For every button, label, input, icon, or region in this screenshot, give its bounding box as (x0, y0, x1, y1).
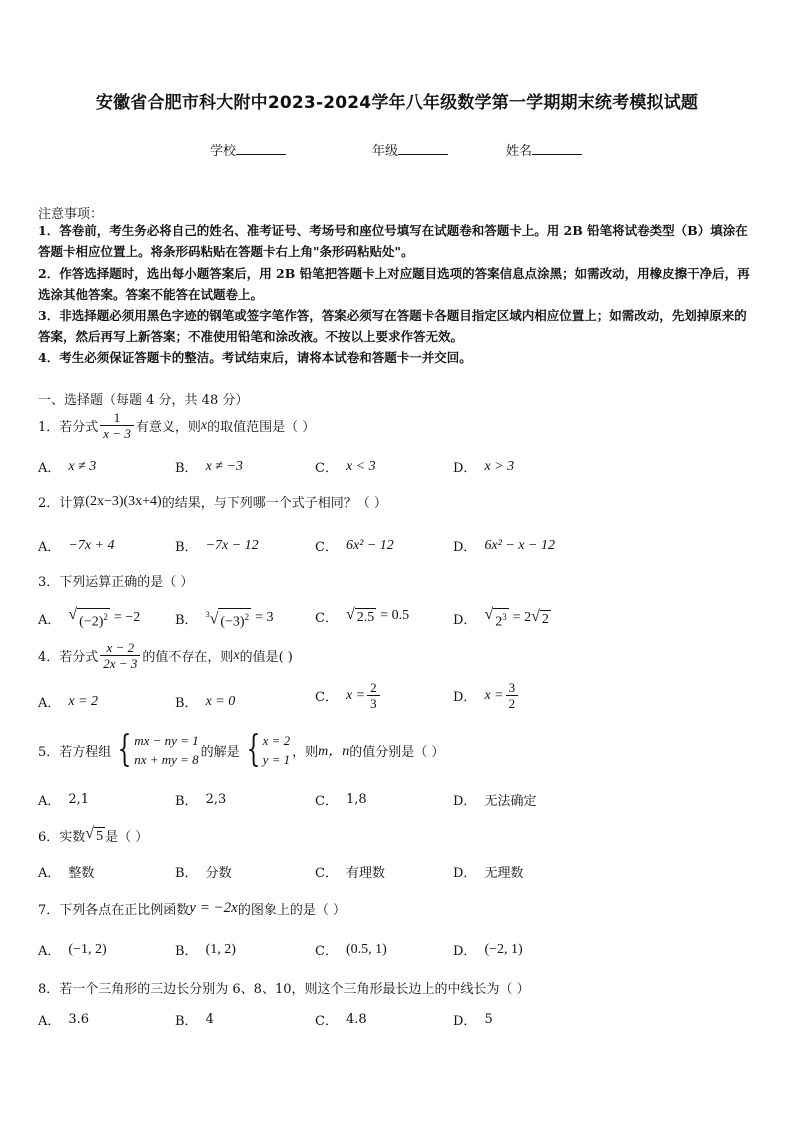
q5-system-2: { x = 2 y = 1 (246, 729, 291, 770)
q8-option-d[interactable] (453, 1010, 493, 1029)
q2-option-c[interactable] (315, 536, 394, 555)
option-text: 4 (205, 1012, 214, 1027)
option-label: D． (453, 794, 477, 809)
q6-option-c[interactable] (315, 862, 385, 881)
q7-suffix: 的图象上的是（ ） (237, 903, 346, 918)
q3-option-d[interactable] (453, 606, 551, 631)
option-label: A． (38, 612, 61, 628)
q4-option-b[interactable] (175, 692, 235, 711)
option-label: D． (453, 690, 477, 705)
section-heading: 一、选择题（每题 4 分，共 48 分） (38, 393, 249, 408)
q1-prefix: 1．若分式 (38, 420, 99, 435)
q1-suffix: 的取值范围是（ ） (207, 420, 316, 435)
q1-option-a[interactable] (38, 457, 96, 476)
option-label: A． (38, 866, 61, 881)
option-text: 6x² − x − 12 (484, 537, 555, 553)
q5-vars: m，n (318, 744, 350, 759)
notes-heading: 注意事项： (38, 207, 104, 222)
q7-prefix: 7．下列各点在正比例函数 (38, 903, 190, 918)
q4-fraction (100, 640, 140, 671)
q3d-radical-2: √ 2 (531, 608, 549, 628)
q1-fraction (100, 410, 134, 441)
q8-option-b[interactable] (175, 1010, 214, 1029)
question-1 (38, 410, 315, 441)
option-text: 2,1 (68, 792, 90, 807)
q5-prefix: 5．若方程组 (38, 744, 112, 760)
option-text: = 3 (255, 610, 274, 626)
option-label: B． (175, 696, 198, 711)
option-text: x ≠ −3 (205, 458, 243, 474)
q1-option-b[interactable] (175, 457, 243, 476)
option-text: (−1, 2) (68, 941, 107, 957)
option-text: 整数 (68, 866, 95, 881)
q1-var: x (200, 417, 208, 433)
q6-suffix: 是（ ） (105, 829, 149, 845)
q3c-radical: √ 2.5 (345, 606, 375, 625)
question-8: 8．若一个三角形的三边长分别为 6、8、10，则这个三角形最长边上的中线长为（ ） (38, 982, 530, 997)
q2-option-d[interactable] (453, 536, 555, 555)
q4-frac-num: x − 2 (106, 640, 135, 655)
q6-prefix: 6．实数 (38, 829, 86, 845)
question-4 (38, 640, 293, 671)
name-blank[interactable] (532, 142, 582, 155)
q5-eq-1: mx − ny = 1 (134, 733, 199, 748)
q4-prefix: 4．若分式 (38, 650, 99, 665)
option-label: C． (315, 461, 338, 476)
q3a-radical: √ $(-2)^2$ (68, 606, 108, 630)
option-label: C． (315, 794, 338, 809)
option-label: A． (38, 794, 61, 809)
note-item-2: 2．作答选择题时，选出每小题答案后，用 2B 铅笔把答题卡上对应题目选项的答案信息点涂黑；如需改动，用橡皮擦干净后，再选涂其他答案。答案不能答在试题卷上。 (38, 266, 750, 302)
grade-blank[interactable] (398, 142, 448, 155)
q3d-radical: √ $2^3$ (484, 606, 507, 630)
q4-option-c[interactable] (315, 680, 382, 711)
option-label: A． (38, 696, 61, 711)
option-text: 3.6 (68, 1012, 90, 1027)
q1-frac-num: 1 (113, 410, 121, 425)
option-text: −7x − 12 (205, 537, 259, 553)
option-label: A． (38, 461, 61, 476)
q5-sol-2: y = 1 (262, 752, 291, 767)
q2-prefix: 2．计算 (38, 496, 86, 511)
q3b-radical: $^3$√ $(-3)^2$ (205, 610, 250, 630)
option-label: D． (453, 1014, 477, 1029)
note-item-4: 4．考生必须保证答题卡的整洁。考试结束后，请将本试卷和答题卡一并交回。 (38, 350, 472, 365)
option-text: x = (345, 687, 366, 703)
option-label: B． (175, 866, 198, 881)
q5-suffix: 的值分别是（ ） (349, 744, 445, 760)
q2-suffix: 的结果，与下列哪一个式子相同？（ ） (161, 496, 387, 511)
q6-option-d[interactable] (453, 862, 523, 881)
q8-option-a[interactable] (38, 1010, 89, 1029)
school-label: 学校 (210, 144, 237, 159)
option-text: x = 2 (68, 693, 99, 709)
option-text: 5 (484, 1012, 493, 1027)
q1-option-d[interactable] (453, 457, 514, 476)
q4-option-a[interactable] (38, 692, 98, 711)
q5-eq-2: nx + my = 8 (134, 752, 199, 767)
option-text: 6x² − 12 (345, 537, 394, 553)
option-label: A． (38, 1014, 61, 1029)
q8-option-c[interactable] (315, 1010, 367, 1029)
option-label: B． (175, 540, 198, 555)
q2-expr: (2x−3)(3x+4) (85, 493, 162, 509)
option-label: C． (315, 944, 338, 959)
option-text: (0.5, 1) (345, 941, 387, 957)
option-text: = 2 (512, 610, 532, 626)
q7-option-d[interactable] (453, 940, 523, 959)
q5-sol-1: x = 2 (262, 733, 291, 748)
option-text: x = 0 (205, 693, 236, 709)
option-text: x > 3 (484, 458, 515, 474)
q5-option-b[interactable] (175, 790, 226, 809)
option-text: x = (484, 687, 504, 703)
q3-option-c[interactable] (315, 606, 409, 626)
q4-frac-den: 2x − 3 (100, 655, 140, 671)
q6-radical: √ 5 (85, 825, 104, 844)
grade-field (372, 140, 448, 159)
name-label: 姓名 (506, 144, 533, 159)
option-text: = 0.5 (380, 608, 410, 623)
name-field (506, 140, 582, 159)
option-label: B． (175, 794, 198, 809)
option-label: D． (453, 866, 477, 881)
q1-mid: 有意义，则 (135, 420, 201, 435)
option-label: C． (315, 690, 338, 705)
grade-label: 年级 (372, 144, 399, 159)
option-label: D． (453, 612, 477, 628)
option-label: B． (175, 612, 198, 628)
option-text: 1,8 (345, 792, 367, 807)
option-label: C． (315, 610, 338, 626)
q3-option-a[interactable] (38, 606, 140, 631)
option-text: x ≠ 3 (68, 458, 97, 474)
option-label: B． (175, 461, 198, 476)
q5-option-a[interactable] (38, 790, 89, 809)
q5-mid2: ，则 (292, 744, 319, 760)
option-label: C． (315, 866, 338, 881)
q7-option-b[interactable] (175, 940, 236, 959)
option-text: 2,3 (205, 792, 227, 807)
q4-option-d[interactable] (453, 680, 520, 711)
q4c-fraction: $\frac{2}{3}$ (367, 680, 380, 711)
q6-option-b[interactable] (175, 862, 232, 881)
option-label: D． (453, 944, 477, 959)
q1-frac-den: x − 3 (100, 425, 134, 441)
school-field (210, 140, 286, 159)
note-item-3: 3．非选择题必须用黑色字迹的钢笔或签字笔作答，答案必须写在答题卡各题目指定区域内相应位置上；如需改动，先划掉原来的答案，然后再写上新答案；不准使用铅笔和涂改液。不按以上要求作答无效。 (38, 308, 747, 344)
option-label: C． (315, 1014, 338, 1029)
q5-option-c[interactable] (315, 790, 367, 809)
q1-option-c[interactable] (315, 457, 376, 476)
q3-option-b[interactable] (175, 606, 273, 631)
option-text: 无法确定 (484, 794, 537, 809)
option-text: 无理数 (484, 866, 524, 881)
q6-radicand: 5 (96, 829, 104, 844)
option-label: B． (175, 1014, 198, 1029)
option-label: D． (453, 540, 477, 555)
q4-var: x (233, 647, 240, 663)
option-label: B． (175, 944, 198, 959)
q2-option-a[interactable] (38, 536, 115, 555)
option-text: 4.8 (345, 1012, 367, 1027)
q2-option-b[interactable] (175, 536, 259, 555)
question-5 (38, 731, 444, 769)
q5-mid: 的解是 (200, 744, 240, 760)
school-blank[interactable] (236, 142, 286, 155)
option-label: D． (453, 461, 477, 476)
option-text: −7x + 4 (68, 537, 115, 553)
option-text: (1, 2) (205, 941, 236, 957)
option-label: A． (38, 944, 61, 959)
option-text: = −2 (113, 610, 141, 626)
page-title: 安徽省合肥市科大附中2023-2024学年八年级数学第一学期期末统考模拟试题 (95, 93, 699, 113)
question-7 (38, 899, 346, 918)
q7-option-a[interactable] (38, 940, 107, 959)
note-item-1: 1．答卷前，考生务必将自己的姓名、准考证号、考场号和座位号填写在试题卷和答题卡上。用 2B 铅笔将试卷类型（B）填涂在答题卡相应位置上。将条形码粘贴在答题卡右上角"条形码粘贴处"。 (38, 223, 748, 259)
question-3: 3．下列运算正确的是（ ） (38, 575, 194, 590)
q4d-fraction: $\frac{3}{2}$ (506, 680, 519, 711)
option-text: (−2, 1) (484, 941, 523, 957)
question-2 (38, 492, 387, 511)
q7-expr: y = −2x (189, 900, 238, 916)
q4-suffix: 的值是( ) (239, 650, 293, 665)
q7-option-c[interactable] (315, 940, 387, 959)
option-text: 有理数 (345, 866, 385, 881)
q6-option-a[interactable] (38, 862, 94, 881)
q4-mid: 的值不存在，则 (142, 650, 234, 665)
q5-option-d[interactable] (453, 790, 536, 809)
option-label: C． (315, 540, 338, 555)
option-text: 分数 (205, 866, 232, 881)
option-label: A． (38, 540, 61, 555)
question-6 (38, 825, 148, 845)
q5-system-1: { mx − ny = 1 nx + my = 8 (117, 729, 199, 770)
option-text: x < 3 (345, 458, 376, 474)
